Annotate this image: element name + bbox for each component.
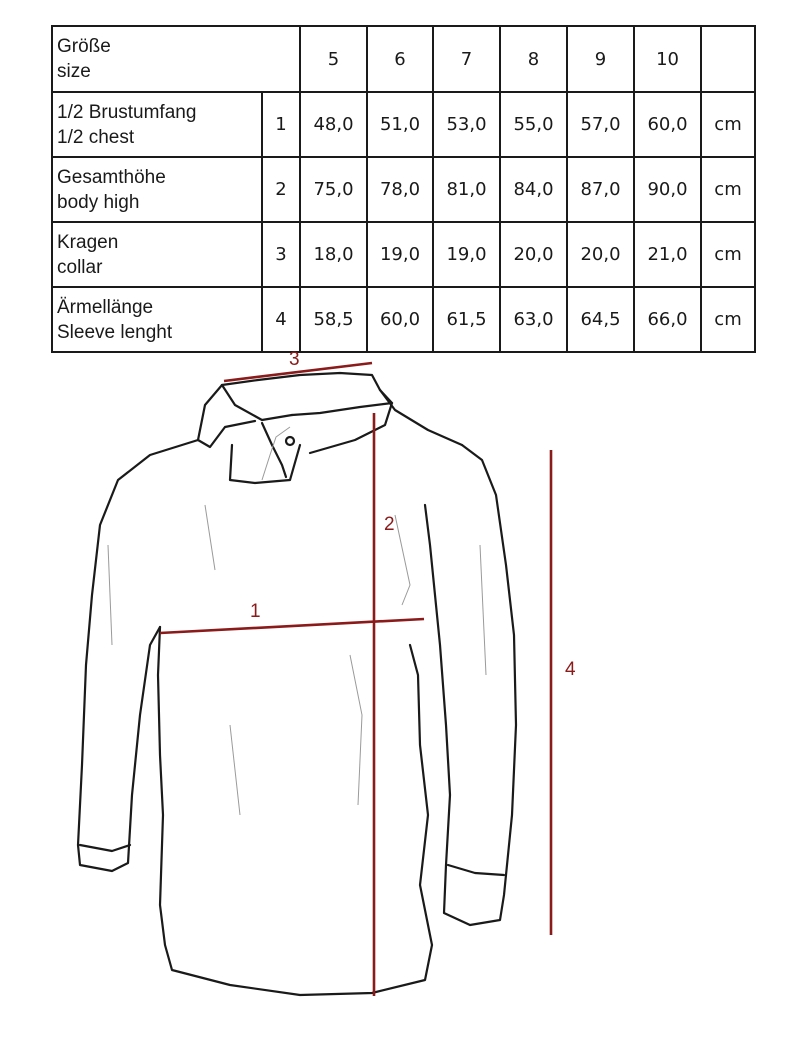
size-heading: 10 xyxy=(634,26,701,92)
table-row xyxy=(52,92,755,157)
row-label xyxy=(52,287,262,352)
value-cell: 90,0 xyxy=(634,157,701,222)
value-cell: 75,0 xyxy=(300,157,367,222)
row-label-en: 1/2 chest xyxy=(57,126,135,148)
size-heading: 9 xyxy=(567,26,634,92)
value-cell: 20,0 xyxy=(500,222,567,287)
size-chart-table xyxy=(51,25,756,353)
value-cell: 19,0 xyxy=(367,222,433,287)
row-label-en: body high xyxy=(57,191,140,213)
size-heading: 8 xyxy=(500,26,567,92)
size-heading: 7 xyxy=(433,26,500,92)
shirt-fold-lines xyxy=(108,505,486,815)
row-label-de: 1/2 Brustumfang xyxy=(57,101,197,123)
sleeve-length-measure-label: 4 xyxy=(565,659,576,680)
row-label-en: Sleeve lenght xyxy=(57,321,173,343)
value-cell: 60,0 xyxy=(634,92,701,157)
size-label-de: Größe xyxy=(57,36,111,57)
row-index: 1 xyxy=(262,92,300,157)
value-cell: 78,0 xyxy=(367,157,433,222)
row-index: 2 xyxy=(262,157,300,222)
measurement-labels xyxy=(250,349,576,680)
measurement-lines xyxy=(160,363,551,996)
value-cell: 81,0 xyxy=(433,157,500,222)
table-row xyxy=(52,222,755,287)
table-row xyxy=(52,157,755,222)
header-row xyxy=(52,26,755,92)
unit-cell: cm xyxy=(701,287,755,352)
value-cell: 61,5 xyxy=(433,287,500,352)
row-label-de: Kragen xyxy=(57,231,119,253)
body-height-measure-label: 2 xyxy=(384,514,395,535)
value-cell: 63,0 xyxy=(500,287,567,352)
value-cell: 51,0 xyxy=(367,92,433,157)
row-index: 3 xyxy=(262,222,300,287)
chest-measure-label: 1 xyxy=(250,601,261,622)
unit-cell: cm xyxy=(701,222,755,287)
value-cell: 57,0 xyxy=(567,92,634,157)
size-heading: 6 xyxy=(367,26,433,92)
value-cell: 55,0 xyxy=(500,92,567,157)
row-label-en: collar xyxy=(57,256,103,278)
row-index: 4 xyxy=(262,287,300,352)
size-heading: 5 xyxy=(300,26,367,92)
value-cell: 21,0 xyxy=(634,222,701,287)
shirt-outline xyxy=(78,373,516,995)
value-cell: 87,0 xyxy=(567,157,634,222)
value-cell: 53,0 xyxy=(433,92,500,157)
row-label xyxy=(52,222,262,287)
unit-cell: cm xyxy=(701,92,755,157)
row-label xyxy=(52,157,262,222)
value-cell: 48,0 xyxy=(300,92,367,157)
value-cell: 19,0 xyxy=(433,222,500,287)
unit-cell: cm xyxy=(701,157,755,222)
row-label-de: Gesamthöhe xyxy=(57,166,166,188)
unit-heading-empty xyxy=(701,26,755,92)
value-cell: 66,0 xyxy=(634,287,701,352)
shirt-measurement-diagram xyxy=(0,345,787,1045)
size-label-en: size xyxy=(57,61,91,82)
row-label-de: Ärmellänge xyxy=(57,296,154,318)
value-cell: 20,0 xyxy=(567,222,634,287)
value-cell: 60,0 xyxy=(367,287,433,352)
value-cell: 64,5 xyxy=(567,287,634,352)
size-header-cell xyxy=(52,26,300,92)
table-row xyxy=(52,287,755,352)
value-cell: 58,5 xyxy=(300,287,367,352)
chest-measure-line xyxy=(160,619,424,633)
collar-measure-label: 3 xyxy=(289,349,300,370)
row-label xyxy=(52,92,262,157)
value-cell: 18,0 xyxy=(300,222,367,287)
value-cell: 84,0 xyxy=(500,157,567,222)
